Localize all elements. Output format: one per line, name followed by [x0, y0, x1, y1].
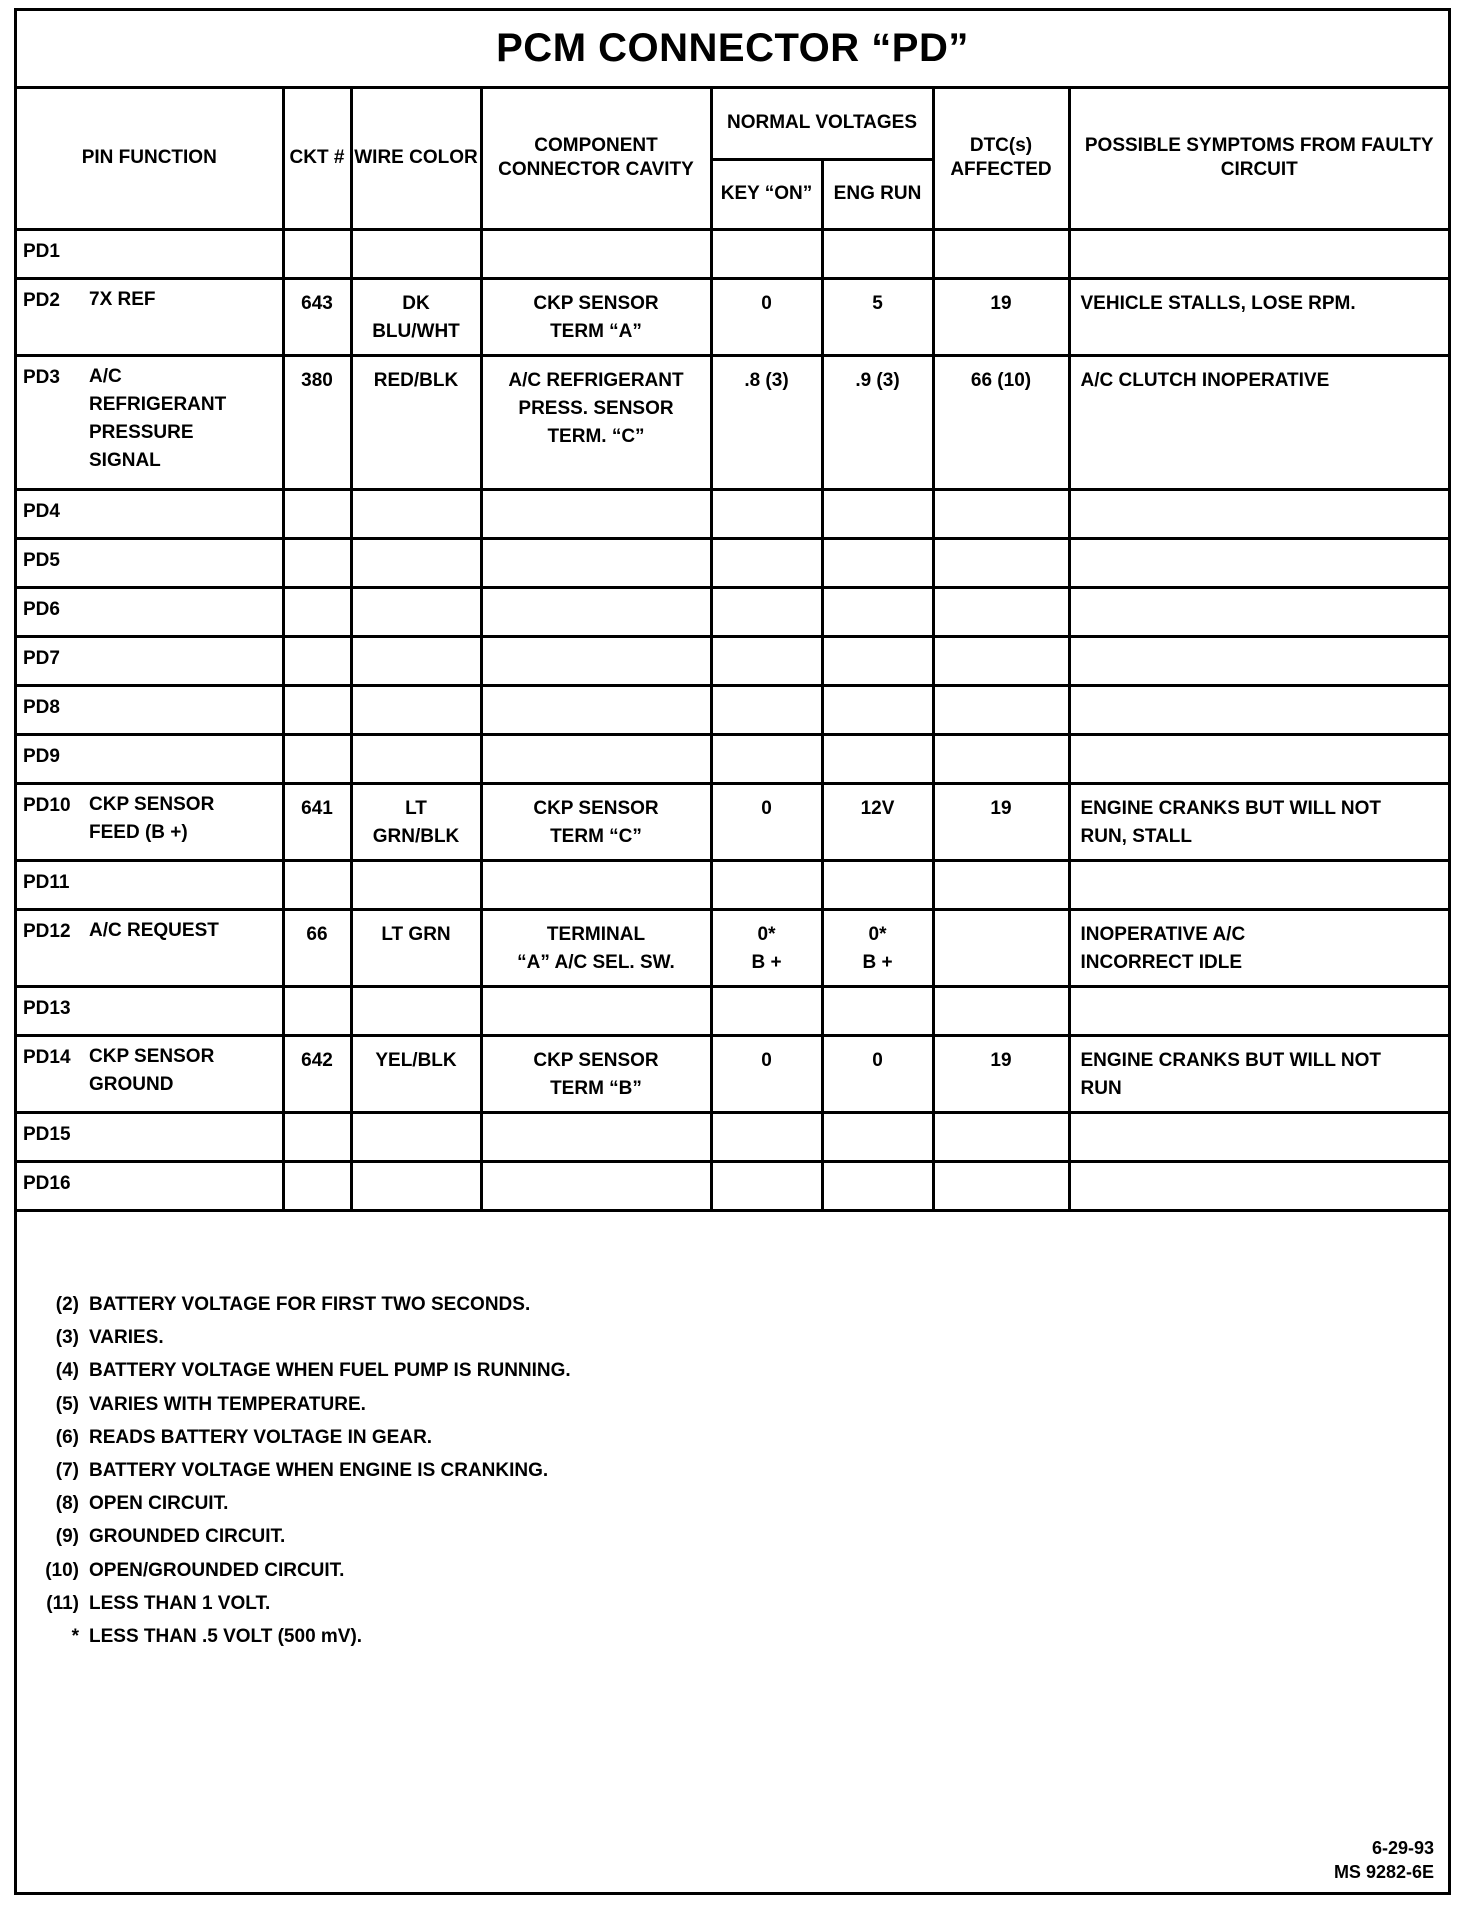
wire-color-cell	[351, 538, 481, 587]
pin-function	[89, 693, 276, 719]
ckt-cell	[283, 229, 351, 278]
footnote	[17, 1557, 1448, 1590]
eng-run-cell-line: 12V	[860, 797, 895, 819]
pin-id: PD16	[23, 1172, 71, 1194]
eng-run-cell	[822, 538, 933, 587]
wire-color-cell	[351, 783, 481, 860]
wire-color-cell	[351, 489, 481, 538]
pin-function-line: A/C REQUEST	[89, 919, 219, 941]
footnote	[17, 1590, 1448, 1623]
pin-function-cell	[17, 278, 283, 355]
footnote-text: VARIES WITH TEMPERATURE.	[89, 1393, 366, 1415]
wire-color-cell	[351, 1112, 481, 1161]
pin-function-line: PRESSURE	[89, 421, 194, 443]
footnote-key: (2)	[55, 1294, 79, 1315]
component-cell	[481, 909, 711, 986]
footnote	[17, 1391, 1448, 1424]
footnote-text: GROUNDED CIRCUIT.	[89, 1526, 286, 1548]
eng-run-cell	[822, 278, 933, 355]
dtc-cell	[933, 229, 1069, 278]
pin-function-line: GROUND	[89, 1073, 174, 1095]
header-key-on: KEY “ON”	[711, 159, 822, 229]
pin-function-cell	[17, 355, 283, 489]
footnote	[17, 1490, 1448, 1523]
footnote-key: (11)	[46, 1592, 79, 1614]
pin-id: PD9	[23, 745, 60, 767]
pin-function-cell	[17, 1161, 283, 1210]
dtc-cell: 19	[933, 278, 1069, 355]
ckt-cell	[283, 1112, 351, 1161]
table-row	[17, 538, 1448, 587]
footnote	[17, 1357, 1448, 1390]
component-cell	[481, 538, 711, 587]
footnote	[17, 1457, 1448, 1490]
eng-run-cell	[822, 685, 933, 734]
symptoms-cell	[1069, 636, 1448, 685]
pin-function	[89, 497, 276, 523]
pin-function-cell	[17, 909, 283, 986]
eng-run-cell	[822, 355, 933, 489]
eng-run-cell	[822, 909, 933, 986]
wire-color-cell-line: BLU/WHT	[372, 320, 460, 342]
pin-id: PD14	[23, 1046, 71, 1068]
key-on-cell	[711, 1035, 822, 1112]
document-footer	[1334, 1836, 1434, 1884]
connector-table	[17, 89, 1448, 1212]
key-on-cell	[711, 860, 822, 909]
key-on-cell	[711, 355, 822, 489]
pin-function-cell	[17, 1112, 283, 1161]
pin-id: PD2	[23, 289, 60, 311]
eng-run-cell-line: 0*	[868, 923, 887, 945]
table-row	[17, 909, 1448, 986]
eng-run-cell	[822, 229, 933, 278]
dtc-cell	[933, 860, 1069, 909]
footnote-key: (10)	[45, 1559, 79, 1581]
symptoms-cell	[1069, 355, 1448, 489]
pin-function-line: A/C	[89, 365, 122, 387]
wire-color-cell	[351, 587, 481, 636]
header-component: COMPONENT CONNECTOR CAVITY	[481, 89, 711, 229]
footnote-text: READS BATTERY VOLTAGE IN GEAR.	[89, 1426, 433, 1448]
pin-id: PD11	[23, 871, 70, 893]
symptoms-cell	[1069, 587, 1448, 636]
pin-function-cell	[17, 587, 283, 636]
table-row	[17, 489, 1448, 538]
footnote-text: BATTERY VOLTAGE WHEN ENGINE IS CRANKING.	[89, 1459, 549, 1481]
component-cell	[481, 1035, 711, 1112]
table-row	[17, 587, 1448, 636]
component-cell	[481, 860, 711, 909]
wire-color-cell-line: RED/BLK	[373, 369, 459, 391]
symptoms-cell	[1069, 489, 1448, 538]
key-on-cell	[711, 587, 822, 636]
pin-function-line: CKP SENSOR	[89, 1045, 215, 1067]
footnote	[17, 1523, 1448, 1556]
pin-id: PD1	[23, 240, 60, 262]
component-cell	[481, 986, 711, 1035]
ckt-cell	[283, 986, 351, 1035]
footnote	[17, 1291, 1448, 1324]
pin-id: PD10	[23, 794, 71, 816]
symptoms-cell	[1069, 685, 1448, 734]
wire-color-cell-line: LT GRN	[381, 923, 451, 945]
ckt-cell	[283, 489, 351, 538]
footnote-key: (5)	[55, 1393, 79, 1415]
pin-function-cell	[17, 734, 283, 783]
pin-function	[89, 237, 276, 263]
symptoms-cell	[1069, 860, 1448, 909]
pin-function	[89, 644, 276, 670]
pin-function-line: 7X REF	[89, 288, 156, 310]
wire-color-cell	[351, 1161, 481, 1210]
pin-function-cell	[17, 229, 283, 278]
ckt-cell	[283, 538, 351, 587]
footnote	[17, 1623, 1448, 1656]
dtc-cell	[933, 1112, 1069, 1161]
eng-run-cell	[822, 734, 933, 783]
footnote	[17, 1424, 1448, 1457]
key-on-cell	[711, 538, 822, 587]
footnote-text: VARIES.	[89, 1327, 164, 1349]
table-row	[17, 734, 1448, 783]
eng-run-cell	[822, 986, 933, 1035]
ckt-cell	[283, 685, 351, 734]
pin-id: PD5	[23, 549, 60, 571]
pin-id: PD8	[23, 696, 60, 718]
pin-function	[89, 917, 276, 945]
component-cell	[481, 587, 711, 636]
component-cell-line: A/C REFRIGERANT	[508, 369, 684, 391]
component-cell	[481, 355, 711, 489]
wire-color-cell	[351, 636, 481, 685]
footnote-key: *	[71, 1625, 79, 1647]
eng-run-cell	[822, 1112, 933, 1161]
table-row	[17, 783, 1448, 860]
ckt-cell	[283, 587, 351, 636]
eng-run-cell	[822, 587, 933, 636]
wire-color-cell	[351, 909, 481, 986]
dtc-cell	[933, 1161, 1069, 1210]
pin-function	[89, 286, 276, 314]
dtc-cell	[933, 538, 1069, 587]
footer-code: MS 9282-6E	[1333, 1862, 1434, 1882]
pin-id: PD3	[23, 366, 60, 388]
table-row	[17, 636, 1448, 685]
footnote-text: OPEN CIRCUIT.	[89, 1493, 229, 1515]
key-on-cell	[711, 489, 822, 538]
symptoms-cell	[1069, 986, 1448, 1035]
ckt-cell	[283, 1161, 351, 1210]
eng-run-cell	[822, 1035, 933, 1112]
component-cell	[481, 783, 711, 860]
footnote-text: LESS THAN .5 VOLT (500 mV).	[89, 1625, 363, 1647]
footnote-text: BATTERY VOLTAGE WHEN FUEL PUMP IS RUNNING.	[89, 1360, 571, 1382]
component-cell-line: CKP SENSOR	[533, 797, 659, 819]
pin-function-cell	[17, 636, 283, 685]
key-on-cell-line: 0	[761, 797, 772, 819]
wire-color-cell-line: DK	[402, 292, 430, 314]
pin-function	[89, 791, 276, 847]
symptoms-cell-line: VEHICLE STALLS, LOSE RPM.	[1080, 292, 1356, 314]
component-cell-line: TERM. “C”	[547, 425, 645, 447]
pin-id: PD15	[23, 1123, 71, 1145]
dtc-cell	[933, 587, 1069, 636]
footnote-key: (4)	[55, 1360, 79, 1382]
component-cell-line: TERMINAL	[546, 923, 646, 945]
symptoms-cell-line: A/C CLUTCH INOPERATIVE	[1080, 369, 1330, 391]
symptoms-cell-line: RUN, STALL	[1080, 825, 1193, 847]
pin-function-line: REFRIGERANT	[89, 393, 227, 415]
key-on-cell-line: .8 (3)	[744, 369, 789, 391]
key-on-cell	[711, 1161, 822, 1210]
component-cell	[481, 734, 711, 783]
wire-color-cell	[351, 734, 481, 783]
table-row	[17, 1035, 1448, 1112]
wire-color-cell	[351, 278, 481, 355]
key-on-cell	[711, 909, 822, 986]
pin-function	[89, 994, 276, 1020]
component-cell	[481, 489, 711, 538]
eng-run-cell-line: 0	[872, 1049, 883, 1071]
key-on-cell-line: B +	[751, 951, 782, 973]
footer-date: 6-29-93	[1371, 1838, 1434, 1858]
header-pin-function: PIN FUNCTION	[17, 89, 283, 229]
wire-color-cell	[351, 355, 481, 489]
table-row	[17, 1161, 1448, 1210]
pin-function	[89, 1120, 276, 1146]
wire-color-cell	[351, 1035, 481, 1112]
ckt-cell	[283, 636, 351, 685]
symptoms-cell	[1069, 734, 1448, 783]
header-dtc: DTC(s) AFFECTED	[933, 89, 1069, 229]
dtc-cell	[933, 489, 1069, 538]
ckt-cell: 642	[283, 1035, 351, 1112]
pin-id: PD4	[23, 500, 60, 522]
component-cell-line: TERM “B”	[550, 1077, 642, 1099]
key-on-cell	[711, 783, 822, 860]
wire-color-cell-line: YEL/BLK	[375, 1049, 457, 1071]
footnote-key: (9)	[55, 1526, 79, 1548]
footnotes	[17, 1291, 1448, 1656]
component-cell	[481, 1161, 711, 1210]
symptoms-cell-line: INCORRECT IDLE	[1080, 951, 1242, 973]
header-ckt: CKT #	[283, 89, 351, 229]
symptoms-cell	[1069, 1161, 1448, 1210]
component-cell	[481, 636, 711, 685]
footnote-key: (3)	[55, 1327, 79, 1349]
ckt-cell: 380	[283, 355, 351, 489]
pin-function	[89, 742, 276, 768]
component-cell-line: TERM “C”	[550, 825, 642, 847]
pin-function	[89, 595, 276, 621]
footnote-key: (6)	[55, 1426, 79, 1448]
table-row	[17, 986, 1448, 1035]
key-on-cell	[711, 229, 822, 278]
footnote-key: (8)	[55, 1493, 79, 1515]
eng-run-cell	[822, 636, 933, 685]
pin-function-cell	[17, 986, 283, 1035]
table-row	[17, 278, 1448, 355]
component-cell	[481, 229, 711, 278]
pin-function-line: FEED (B +)	[89, 821, 188, 843]
pin-function-cell	[17, 538, 283, 587]
component-cell-line: CKP SENSOR	[533, 292, 659, 314]
pin-id: PD6	[23, 598, 60, 620]
component-cell	[481, 1112, 711, 1161]
eng-run-cell	[822, 1161, 933, 1210]
footnote	[17, 1324, 1448, 1357]
table-row	[17, 685, 1448, 734]
pin-id: PD13	[23, 997, 71, 1019]
ckt-cell: 643	[283, 278, 351, 355]
key-on-cell	[711, 734, 822, 783]
symptoms-cell	[1069, 909, 1448, 986]
document-frame	[14, 8, 1451, 1895]
header-eng-run: ENG RUN	[822, 159, 933, 229]
pin-function	[89, 868, 276, 894]
dtc-cell: 19	[933, 1035, 1069, 1112]
pin-function	[89, 363, 276, 475]
eng-run-cell	[822, 489, 933, 538]
ckt-cell	[283, 860, 351, 909]
symptoms-cell-line: ENGINE CRANKS BUT WILL NOT	[1080, 1049, 1381, 1071]
pin-function	[89, 546, 276, 572]
page-title: PCM CONNECTOR “PD”	[17, 11, 1448, 89]
table-row	[17, 860, 1448, 909]
dtc-cell	[933, 636, 1069, 685]
header-symptoms: POSSIBLE SYMPTOMS FROM FAULTY CIRCUIT	[1069, 89, 1448, 229]
component-cell	[481, 685, 711, 734]
table-row	[17, 355, 1448, 489]
footnote-text: BATTERY VOLTAGE FOR FIRST TWO SECONDS.	[89, 1294, 531, 1315]
pin-function-cell	[17, 1035, 283, 1112]
key-on-cell-line: 0	[761, 1049, 772, 1071]
wire-color-cell	[351, 986, 481, 1035]
header-wire-color: WIRE COLOR	[351, 89, 481, 229]
ckt-cell: 66	[283, 909, 351, 986]
dtc-cell: 66 (10)	[933, 355, 1069, 489]
component-cell-line: “A” A/C SEL. SW.	[517, 951, 675, 973]
pin-function-cell	[17, 489, 283, 538]
footnote-key: (7)	[55, 1459, 79, 1481]
key-on-cell	[711, 1112, 822, 1161]
pin-function-cell	[17, 860, 283, 909]
key-on-cell	[711, 986, 822, 1035]
table-row	[17, 1112, 1448, 1161]
pin-id: PD12	[23, 920, 71, 942]
component-cell-line: CKP SENSOR	[533, 1049, 659, 1071]
symptoms-cell	[1069, 1035, 1448, 1112]
pin-function-cell	[17, 685, 283, 734]
footnote-text: LESS THAN 1 VOLT.	[89, 1592, 271, 1614]
dtc-cell	[933, 986, 1069, 1035]
key-on-cell	[711, 636, 822, 685]
wire-color-cell	[351, 685, 481, 734]
key-on-cell	[711, 685, 822, 734]
pin-function-line: CKP SENSOR	[89, 793, 215, 815]
header-normal-voltages: NORMAL VOLTAGES	[711, 89, 933, 159]
symptoms-cell-line: RUN	[1080, 1077, 1122, 1099]
wire-color-cell-line: GRN/BLK	[372, 825, 460, 847]
component-cell	[481, 278, 711, 355]
eng-run-cell	[822, 783, 933, 860]
pin-function-line: SIGNAL	[89, 449, 161, 471]
key-on-cell-line: 0	[761, 292, 772, 314]
pin-function	[89, 1043, 276, 1099]
wire-color-cell	[351, 229, 481, 278]
wire-color-cell-line: LT	[405, 797, 427, 819]
key-on-cell-line: 0*	[757, 923, 776, 945]
table-row	[17, 229, 1448, 278]
dtc-cell	[933, 734, 1069, 783]
symptoms-cell	[1069, 278, 1448, 355]
symptoms-cell	[1069, 1112, 1448, 1161]
component-cell-line: TERM “A”	[550, 320, 642, 342]
ckt-cell	[283, 734, 351, 783]
eng-run-cell-line: 5	[872, 292, 883, 314]
table-body	[17, 229, 1448, 1210]
eng-run-cell-line: B +	[862, 951, 893, 973]
symptoms-cell	[1069, 538, 1448, 587]
symptoms-cell	[1069, 229, 1448, 278]
ckt-cell: 641	[283, 783, 351, 860]
eng-run-cell-line: .9 (3)	[855, 369, 900, 391]
pin-function	[89, 1169, 276, 1195]
pin-function-cell	[17, 783, 283, 860]
key-on-cell	[711, 278, 822, 355]
symptoms-cell-line: ENGINE CRANKS BUT WILL NOT	[1080, 797, 1381, 819]
pin-id: PD7	[23, 647, 60, 669]
symptoms-cell-line: INOPERATIVE A/C	[1080, 923, 1246, 945]
component-cell-line: PRESS. SENSOR	[518, 397, 674, 419]
footnote-text: OPEN/GROUNDED CIRCUIT.	[89, 1559, 345, 1581]
wire-color-cell	[351, 860, 481, 909]
dtc-cell	[933, 685, 1069, 734]
eng-run-cell	[822, 860, 933, 909]
symptoms-cell	[1069, 783, 1448, 860]
dtc-cell: 19	[933, 783, 1069, 860]
dtc-cell	[933, 909, 1069, 986]
